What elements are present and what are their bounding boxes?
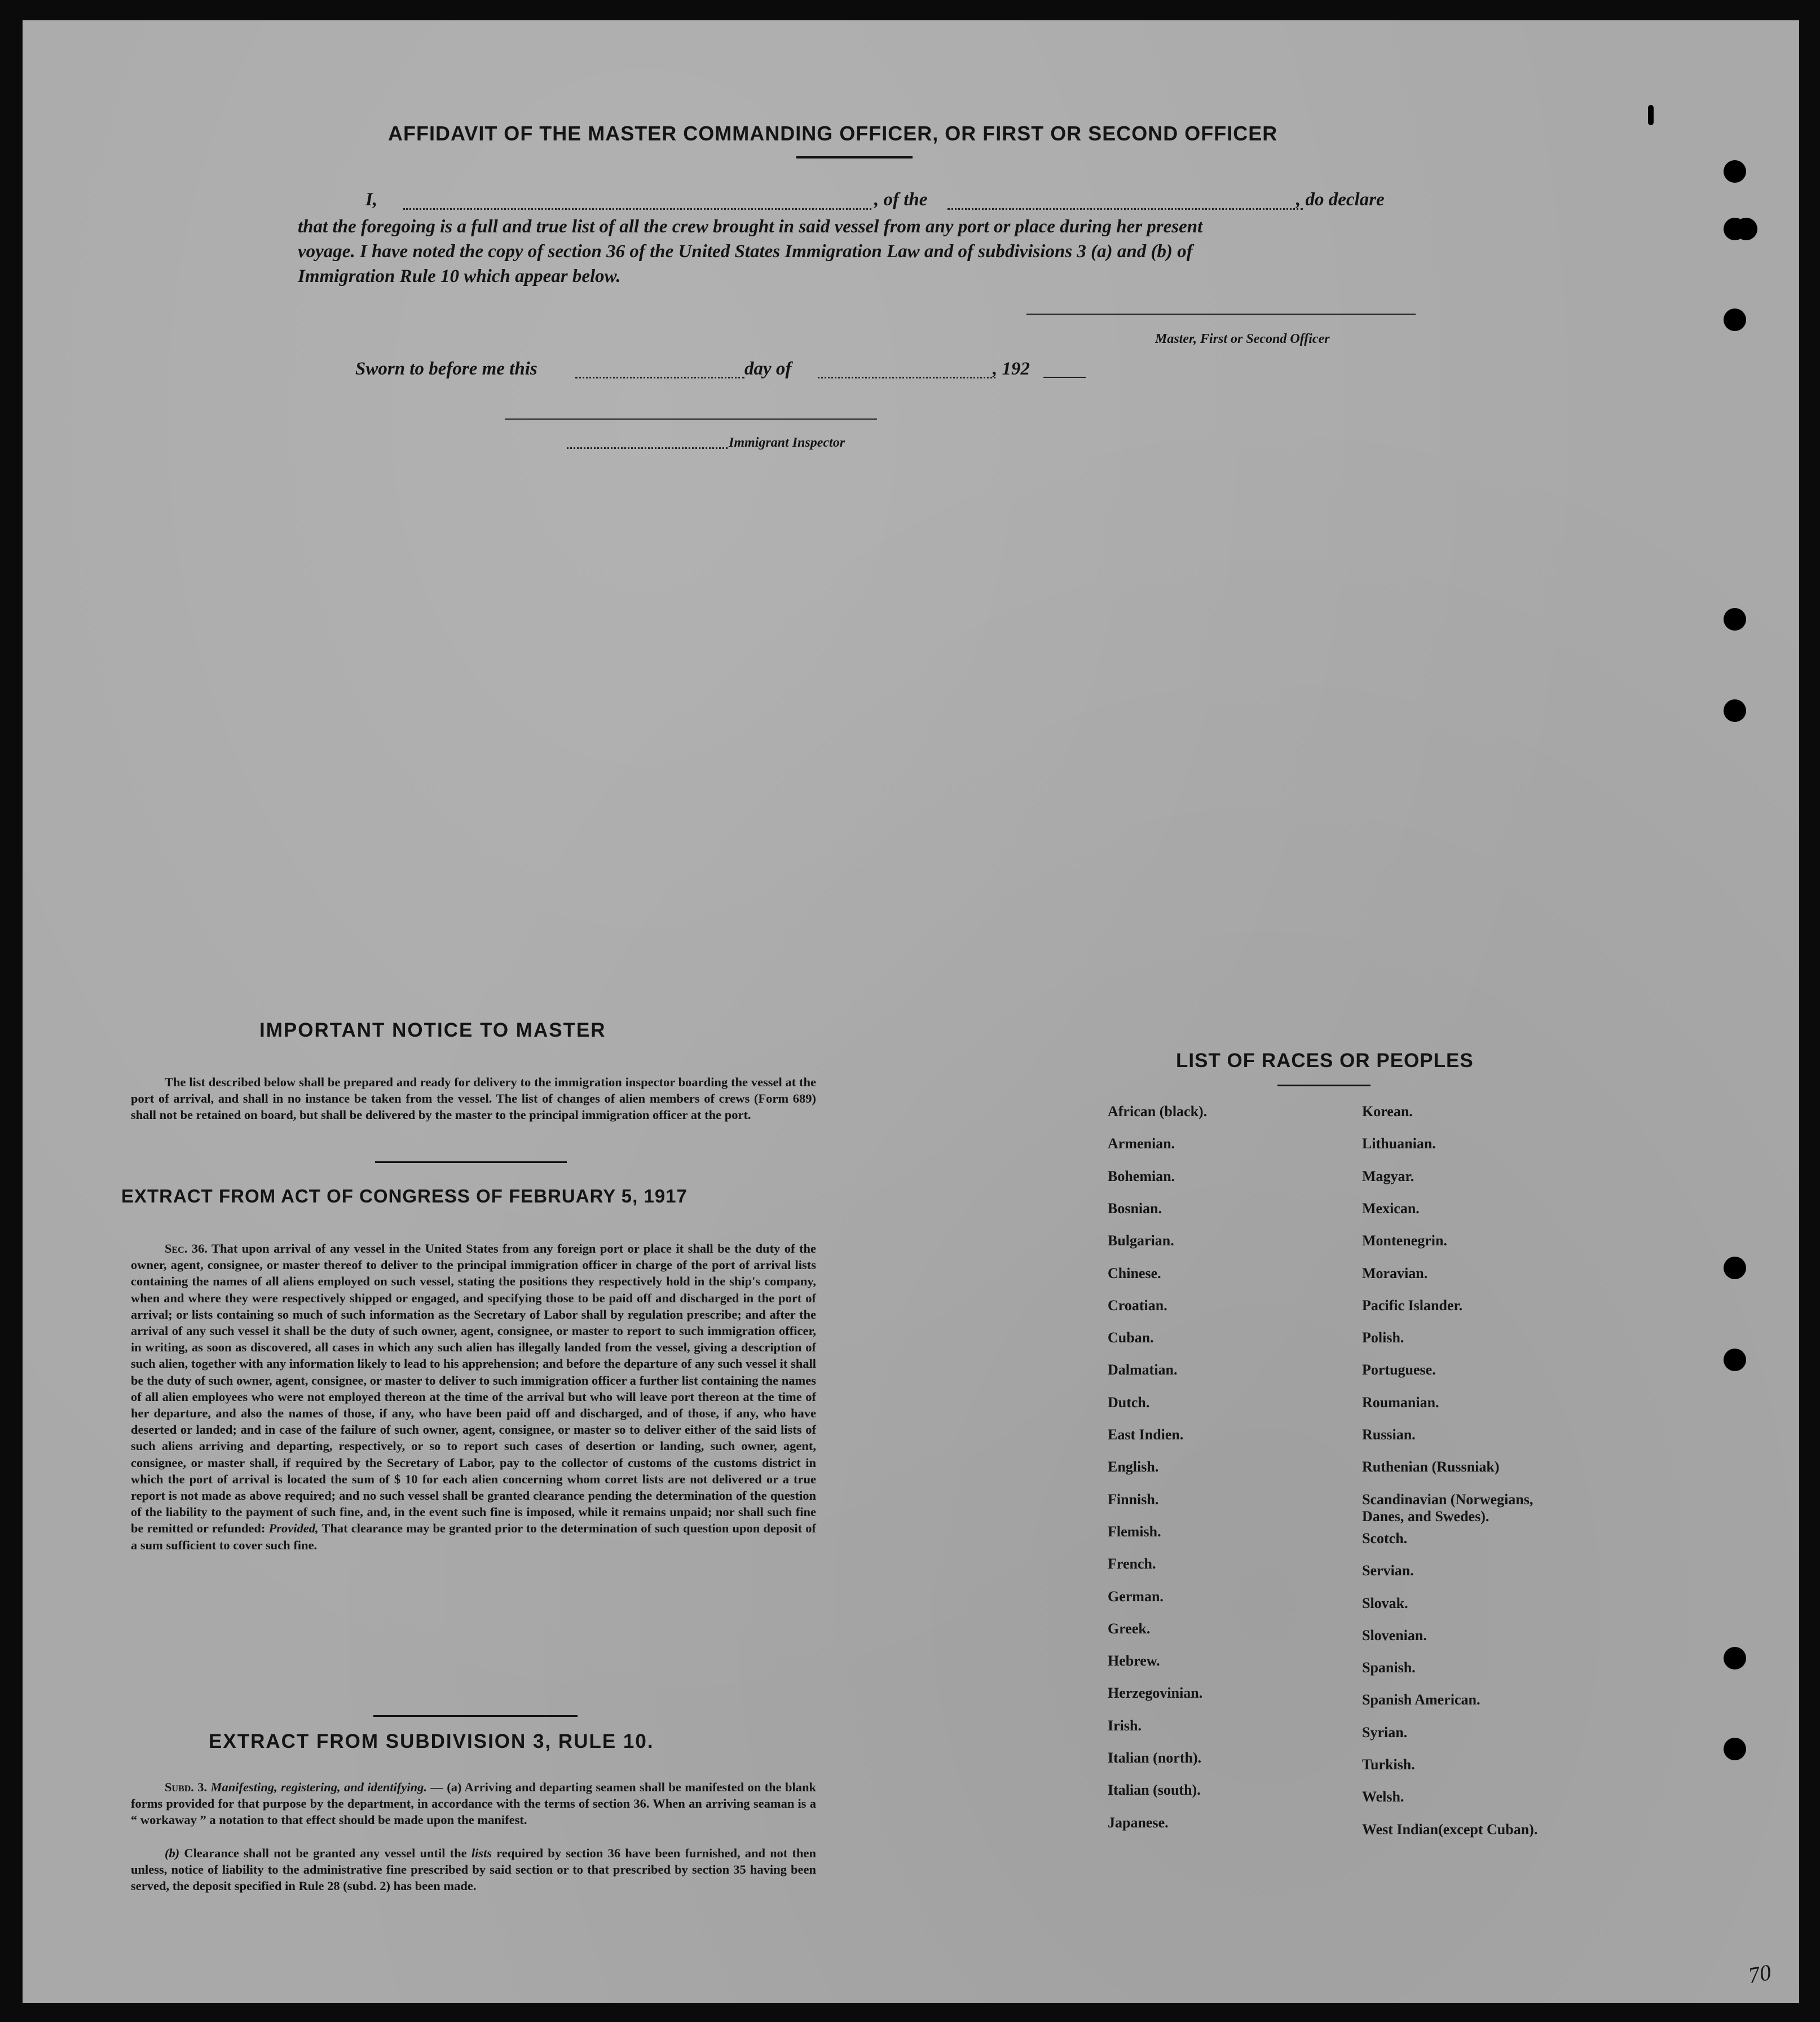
master-signature-label: Master, First or Second Officer	[1155, 332, 1330, 346]
race-item: Hebrew.	[1108, 1653, 1160, 1669]
notice-heading: IMPORTANT NOTICE TO MASTER	[259, 1019, 606, 1041]
binder-hole	[1724, 699, 1746, 722]
inspector-signature-line	[505, 419, 877, 420]
race-item: Syrian.	[1362, 1724, 1408, 1741]
race-item: Mexican.	[1362, 1200, 1420, 1217]
binder-hole	[1724, 1349, 1746, 1371]
race-item: Scandinavian (Norwegians, Danes, and Swedes).	[1362, 1491, 1533, 1525]
race-item: Korean.	[1362, 1103, 1413, 1120]
binder-hole	[1724, 309, 1746, 331]
act-sec-label: Sec. 36.	[165, 1241, 208, 1256]
page-number: 70	[1746, 1959, 1773, 1989]
race-item: Lithuanian.	[1362, 1135, 1436, 1152]
affidavit-line-2: that the foregoing is a full and true list of all the crew brought in said vessel from any port or place during her present	[298, 217, 1203, 237]
sworn-month-blank	[818, 377, 995, 378]
affidavit-title: AFFIDAVIT OF THE MASTER COMMANDING OFFICER, OR FIRST OR SECOND OFFICER	[388, 122, 1278, 145]
rule-text-b	[131, 1845, 816, 1895]
act-text-end: That clearance may be granted prior to the determination of such question upon deposit of a sum sufficient to cover such fine.	[131, 1521, 817, 1552]
sworn-day-blank	[575, 377, 744, 378]
rule-subd-label: Subd. 3.	[165, 1780, 208, 1794]
binder-hole	[1735, 218, 1757, 240]
race-item: Portuguese.	[1362, 1362, 1436, 1378]
race-item: Slovak.	[1362, 1594, 1408, 1611]
race-item: Dutch.	[1108, 1394, 1150, 1411]
race-item: Italian (south).	[1108, 1782, 1201, 1799]
affidavit-of-the: , of the	[874, 190, 928, 210]
race-item: French.	[1108, 1556, 1156, 1572]
affidavit-name-blank	[403, 208, 871, 210]
act-heading: EXTRACT FROM ACT OF CONGRESS OF FEBRUARY 5, 1917	[121, 1186, 688, 1206]
sworn-year: , 192	[993, 359, 1030, 379]
race-item: Magyar.	[1362, 1168, 1414, 1184]
race-item: Montenegrin.	[1362, 1232, 1447, 1249]
race-item: Ruthenian (Russniak)	[1362, 1459, 1500, 1475]
race-item: Russian.	[1362, 1426, 1416, 1443]
race-item: Bosnian.	[1108, 1200, 1162, 1217]
race-item: Polish.	[1362, 1329, 1404, 1346]
binder-hole	[1724, 1647, 1746, 1669]
races-heading: LIST OF RACES OR PEOPLES	[1176, 1050, 1474, 1072]
act-provided: Provided,	[268, 1521, 319, 1536]
race-item: Pacific Islander.	[1362, 1297, 1463, 1314]
act-text-body: That upon arrival of any vessel in the United States from any foreign port or place it shall be the duty of the owner, agent, consignee, or master thereof to deliver to the principal immigration officer in charge of the port of arrival lists containing the names of all aliens employed on such vessel, stating the positions they respectively hold in the ship's company, when and where they were respectively shipped or engaged, and specifying those to be paid off and discharged in the port of arrival; or lists containing so much of such information as the Secretary of Labor shall by regulation prescribe; and after the arrival of any such vessel it shall be the duty of such owner, agent, consignee, or master to report to such immigration officer, in writing, as soon as discovered, all cases in which any such alien has illegally landed from the vessel, giving a description of such alien, together with any information likely to lead to his apprehension; and before the departure of any such vessel it shall be the duty of such owner, agent, consignee, or master to deliver to such immigration officer a further list containing the names of all alien employees who were not employed thereon at the time of the arrival but who will leave port thereon at the time of her departure, and also the names of those, if any, who have been paid off and discharged, and of those, if any, who have deserted or landed; and in case of the failure of such owner, agent, consignee, or master so to deliver either of the said lists of such aliens arriving and departing, respectively, or so to report such cases of desertion or landing, such owner, agent, consignee, or master shall, if required by the Secretary of Labor, pay to the collector of customs of the customs district in which the port of arrival is located the sum of $ 10 for each alien concerning whom corret lists are not delivered or a true report is not made as above required; and no such vessel shall be granted clearance pending the determination of the question of the liability to the payment of such fine, and, in the event such fine is imposed, while it remains unpaid; nor shall such fine be remitted or refunded:	[131, 1241, 816, 1536]
rule-part-b-2: required by section 36 have been furnished, and not then unless, notice of liability to the administrative fine prescribed by said section or to that prescribed by section 35 having been served, the deposit specified in Rule 28 (subd. 2) has been made.	[131, 1846, 817, 1893]
race-item: Spanish American.	[1362, 1691, 1480, 1708]
race-item: Slovenian.	[1362, 1627, 1427, 1644]
race-item: East Indien.	[1108, 1426, 1184, 1443]
document-sheet	[23, 20, 1799, 2003]
affidavit-line-3: voyage. I have noted the copy of section 36 of the United States Immigration Law and of subdivisions 3 (a) and (b) of	[298, 241, 1193, 262]
race-item: Welsh.	[1362, 1788, 1404, 1805]
rule-part-b-1: Clearance shall not be granted any vessel until the	[184, 1846, 467, 1860]
affidavit-place-blank	[948, 208, 1303, 210]
act-rule	[373, 1715, 578, 1717]
race-item: Cuban.	[1108, 1329, 1154, 1346]
rule-heading: EXTRACT FROM SUBDIVISION 3, RULE 10.	[209, 1730, 654, 1752]
rule-text-a	[131, 1779, 816, 1829]
race-item: Japanese.	[1108, 1814, 1169, 1831]
binder-hole	[1724, 608, 1746, 631]
affidavit-title-rule	[796, 156, 913, 158]
inspector-label: Immigrant Inspector	[729, 435, 845, 450]
race-item: African (black).	[1108, 1103, 1208, 1120]
race-item: Italian (north).	[1108, 1750, 1202, 1766]
race-item: Servian.	[1362, 1562, 1414, 1579]
affidavit-line-4: Immigration Rule 10 which appear below.	[298, 266, 621, 287]
race-item: Bulgarian.	[1108, 1232, 1174, 1249]
race-item: Irish.	[1108, 1717, 1142, 1734]
race-item: Greek.	[1108, 1620, 1151, 1637]
sworn-prefix: Sworn to before me this	[355, 359, 537, 379]
inspector-dotted-line	[567, 447, 728, 449]
race-item: Turkish.	[1362, 1756, 1415, 1773]
binder-hole	[1724, 1738, 1746, 1760]
race-item: Dalmatian.	[1108, 1362, 1178, 1378]
notice-text-body: The list described below shall be prepared and ready for delivery to the immigration inspector boarding the vessel at the port of arrival, and shall in no instance be taken from the vessel. The list of changes of alien members of crews (Form 689) shall not be retained on board, but shall be delivered by the master to the principal immigration officer at the port.	[131, 1075, 816, 1122]
affidavit-do-declare: , do declare	[1296, 190, 1385, 210]
race-item: West Indian(except Cuban).	[1362, 1821, 1538, 1838]
notice-text	[131, 1074, 816, 1124]
race-item: Roumanian.	[1362, 1394, 1439, 1411]
race-item: Scotch.	[1362, 1530, 1408, 1547]
race-item: Spanish.	[1362, 1659, 1416, 1676]
race-item: Herzegovinian.	[1108, 1685, 1203, 1702]
rule-part-b-label: (b)	[165, 1846, 180, 1860]
race-item: Bohemian.	[1108, 1168, 1175, 1184]
rule-part-b-lists: lists	[471, 1846, 492, 1860]
master-signature-line	[1026, 314, 1416, 315]
race-item: Flemish.	[1108, 1523, 1161, 1540]
race-item: Moravian.	[1362, 1265, 1428, 1281]
sworn-day-of: day of	[744, 359, 792, 379]
act-text	[131, 1240, 816, 1553]
binder-hole	[1724, 160, 1746, 183]
race-item: English.	[1108, 1459, 1159, 1475]
sworn-year-blank	[1043, 377, 1086, 378]
race-item: Finnish.	[1108, 1491, 1159, 1508]
race-item: Armenian.	[1108, 1135, 1175, 1152]
rule-part-a: — (a) Arriving and departing seamen shall be manifested on the blank forms provided for that purpose by the department, in accordance with the terms of section 36. When an arriving seaman is a “ workaway ” a notation to that effect should be made upon the manifest.	[131, 1780, 817, 1827]
affidavit-i-label: I,	[365, 190, 378, 210]
race-item: German.	[1108, 1588, 1164, 1605]
notice-rule	[375, 1161, 567, 1163]
rule-subd-title: Manifesting, registering, and identifying.	[210, 1780, 427, 1794]
races-rule	[1277, 1085, 1370, 1086]
margin-mark	[1648, 105, 1654, 125]
race-item: Chinese.	[1108, 1265, 1161, 1281]
race-item: Croatian.	[1108, 1297, 1167, 1314]
binder-hole	[1724, 1257, 1746, 1279]
